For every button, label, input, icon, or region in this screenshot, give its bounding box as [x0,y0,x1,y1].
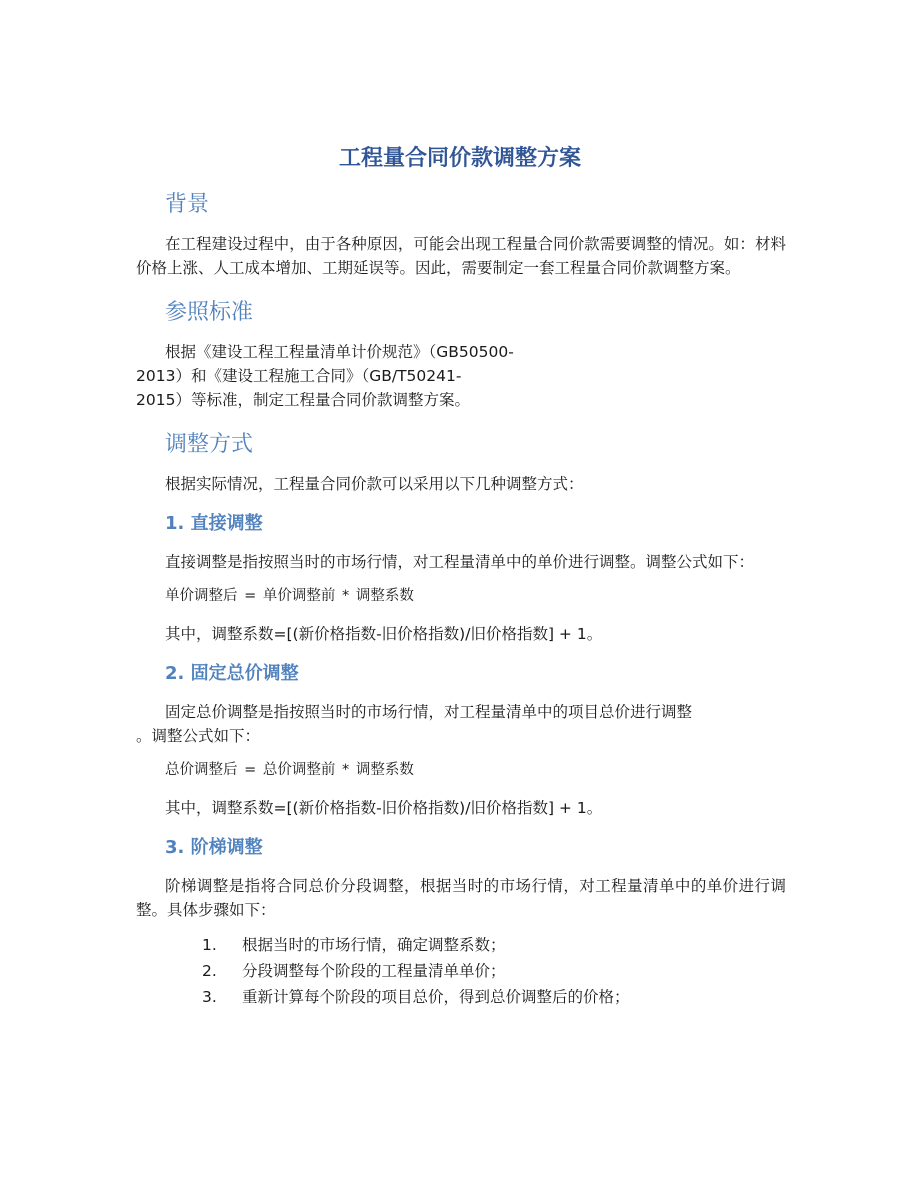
paragraph-tiered-adjustment: 阶梯调整是指将合同总价分段调整，根据当时的市场行情，对工程量清单中的单价进行调整。具体步骤如下： [136,877,786,919]
paragraph-direct-adjustment: 直接调整是指按照当时的市场行情，对工程量清单中的单价进行调整。调整公式如下： [165,553,755,571]
paragraph-fixed-total-line1: 固定总价调整是指按照当时的市场行情，对工程量清单中的项目总价进行调整 [165,703,693,721]
heading-methods: 调整方式 [165,432,254,457]
note-direct-adjustment: 其中，调整系数=[(新价格指数-旧价格指数)/旧价格指数] + 1。 [165,625,603,643]
heading-background: 背景 [165,192,210,217]
paragraph-standards-line2: 2013）和《建设工程施工合同》（GB/T50241- [136,367,462,385]
formula-direct-adjustment: 单价调整后 = 单价调整前 * 调整系数 [165,588,414,604]
paragraph-standards-line3: 2015）等标准，制定工程量合同价款调整方案。 [136,391,470,409]
list-item-text: 分段调整每个阶段的工程量清单单价； [242,962,506,980]
list-item-text: 重新计算每个阶段的项目总价，得到总价调整后的价格； [242,988,630,1006]
document-body [136,188,786,1010]
note-fixed-total-adjustment: 其中，调整系数=[(新价格指数-旧价格指数)/旧价格指数] + 1。 [165,799,603,817]
document-title: 工程量合同价款调整方案 [338,146,581,171]
tiered-steps-list [136,932,786,1010]
list-item-number: 2. [202,962,217,980]
paragraph-background: 在工程建设过程中，由于各种原因，可能会出现工程量合同价款需要调整的情况。如：材料价格上涨、人工成本增加、工期延误等。因此，需要制定一套工程量合同价款调整方案。 [136,235,786,277]
list-item-number: 3. [202,988,217,1006]
heading-direct-adjustment: 1. 直接调整 [165,513,263,534]
formula-fixed-total-adjustment: 总价调整后 = 总价调整前 * 调整系数 [165,762,414,778]
list-item [136,932,786,958]
heading-standards: 参照标准 [165,300,254,325]
list-item [136,958,786,984]
paragraph-methods-intro: 根据实际情况，工程量合同价款可以采用以下几种调整方式： [165,475,584,493]
heading-fixed-total-adjustment: 2. 固定总价调整 [165,663,299,684]
heading-tiered-adjustment: 3. 阶梯调整 [165,837,263,858]
list-item [136,984,786,1010]
paragraph-standards-line1: 根据《建设工程工程量清单计价规范》（GB50500- [165,343,514,361]
paragraph-fixed-total-line2: 。调整公式如下： [136,727,261,745]
list-item-number: 1. [202,936,217,954]
list-item-text: 根据当时的市场行情，确定调整系数； [242,936,506,954]
